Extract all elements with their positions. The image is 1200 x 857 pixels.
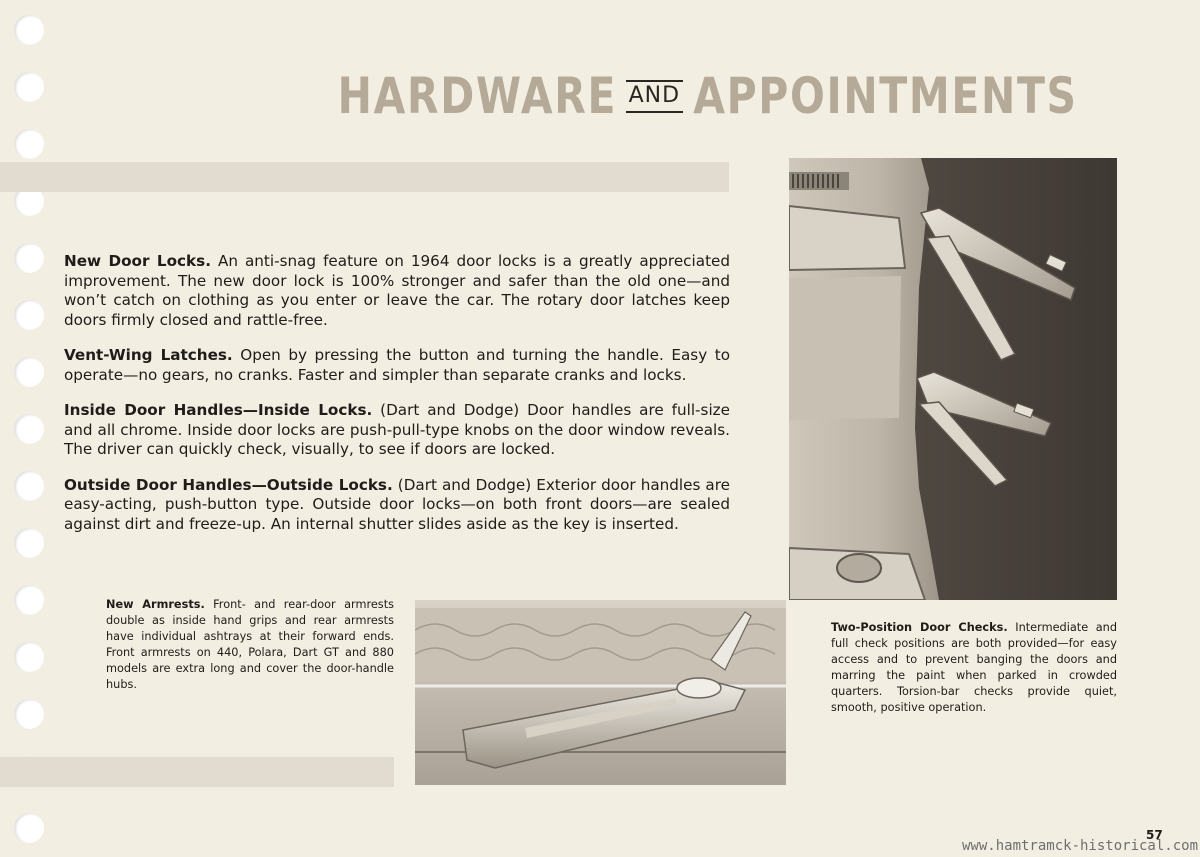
binder-hole — [14, 129, 44, 159]
title-conjunction: AND — [626, 80, 683, 113]
binder-hole — [14, 642, 44, 672]
section-text: An anti-snag feature on 1964 door locks is a greatly appreciated improvement. The new door lock is 100% stronger and safer than the old one—and won’t catch on clothing as you enter or leave the car. The rotary door latches keep doors firmly closed and rattle-free. — [64, 252, 731, 329]
binder-hole — [14, 699, 44, 729]
door-checks-caption — [831, 620, 1117, 716]
caption-heading: Two-Position Door Checks. — [831, 621, 1008, 634]
page-number: 57 — [1146, 828, 1163, 842]
section-new-door-locks — [64, 252, 730, 330]
body-text — [64, 252, 730, 550]
binder-hole — [14, 528, 44, 558]
binder-hole — [14, 15, 44, 45]
caption-text: Front- and rear-door armrests double as inside hand grips and rear armrests have individual ashtrays at their forward ends. Front armrests on 440, Polara, Dart GT and 880 models are extra long and cover the door-handle hubs. — [106, 598, 395, 691]
caption-text: Intermediate and full check positions are both provided—for easy access and to prevent banging the doors and marring the paint when parked in crowded quarters. Torsion-bar checks provide quiet, smooth, positive operation. — [831, 621, 1117, 714]
binder-hole — [14, 300, 44, 330]
armrest-illustration — [415, 600, 786, 785]
page-title — [330, 56, 1120, 136]
binder-hole — [14, 813, 44, 843]
armrests-caption — [106, 597, 394, 693]
footer-band — [0, 757, 394, 787]
title-word-appointments: APPOINTMENTS — [693, 67, 1078, 125]
caption-heading: New Armrests. — [106, 598, 205, 611]
section-vent-wing-latches — [64, 346, 730, 385]
binder-hole — [14, 471, 44, 501]
binder-hole — [14, 357, 44, 387]
section-heading: New Door Locks. — [64, 252, 211, 270]
binder-hole — [14, 414, 44, 444]
header-band — [0, 162, 729, 192]
section-text: Open by pressing the button and turning the handle. Easy to operate—no gears, no cranks. Faster and simpler than separate cranks and locks. — [64, 346, 730, 384]
section-heading: Vent-Wing Latches. — [64, 346, 233, 364]
binder-hole — [14, 585, 44, 615]
section-text: (Dart and Dodge) Exterior door handles are easy-acting, push-button type. Outside door locks—on both front doors—are sealed against dirt and freeze-up. An internal shutter slides aside as the key is inserted. — [64, 475, 730, 533]
armrest-photo — [415, 600, 786, 785]
door-checks-photo — [789, 158, 1117, 600]
section-text: (Dart and Dodge) Door handles are full-size and all chrome. Inside door locks are push-pull-type knobs on the door window reveals. The driver can quickly check, visually, to see if doors are locked. — [64, 401, 730, 458]
section-inside-door-handles — [64, 401, 730, 460]
title-word-hardware: HARDWARE — [337, 67, 617, 125]
section-heading: Outside Door Handles—Outside Locks. — [64, 475, 393, 494]
section-outside-door-handles — [64, 476, 730, 535]
section-heading: Inside Door Handles—Inside Locks. — [64, 401, 373, 419]
watermark: www.hamtramck-historical.com — [962, 838, 1199, 854]
binder-hole — [14, 243, 44, 273]
door-checks-illustration — [789, 158, 1117, 600]
binder-hole — [14, 72, 44, 102]
